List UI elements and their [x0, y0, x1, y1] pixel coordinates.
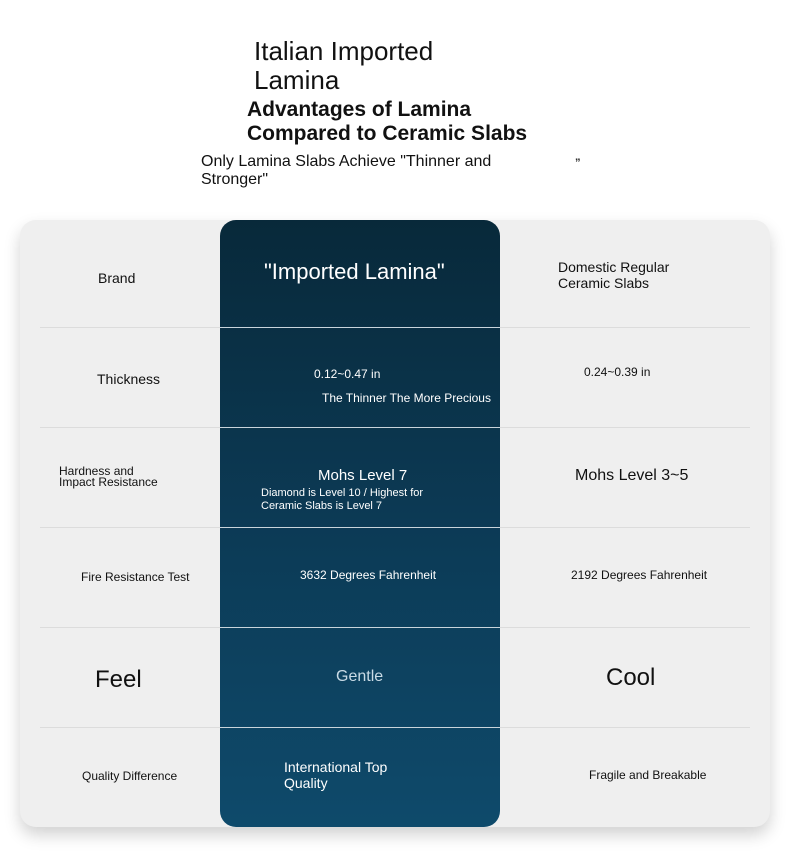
row-divider	[40, 427, 220, 428]
row-divider	[220, 427, 500, 428]
row-divider	[220, 527, 500, 528]
lamina-brand-value: "Imported Lamina"	[264, 259, 445, 284]
hardness-note-line-1: Diamond is Level 10 / Highest for	[261, 487, 424, 499]
lamina-quality-line-1: International Top	[284, 759, 388, 775]
subtitle-line-1: Only Lamina Slabs Achieve "Thinner and	[201, 153, 492, 170]
row-divider	[500, 527, 750, 528]
heading-line-2: Compared to Ceramic Slabs	[247, 122, 528, 145]
row-divider	[500, 427, 750, 428]
hardness-label-line-1: Hardness and	[59, 464, 134, 478]
row-divider	[40, 527, 220, 528]
lamina-fire-value: 3632 Degrees Fahrenheit	[300, 568, 437, 582]
lamina-hardness-value: Mohs Level 7	[318, 467, 408, 484]
ceramic-thickness-value: 0.24~0.39 in	[584, 365, 651, 379]
title-line-1: Italian Imported	[254, 36, 434, 66]
row-label-feel: Feel	[95, 666, 142, 693]
lamina-thickness-value: 0.12~0.47 in	[314, 367, 381, 381]
lamina-quality-line-2: Quality	[284, 775, 328, 791]
hardness-label-line-2: Impact Resistance	[59, 475, 158, 489]
row-divider	[500, 627, 750, 628]
row-label-hardness	[59, 466, 158, 488]
row-divider	[220, 627, 500, 628]
row-label-quality: Quality Difference	[82, 769, 178, 783]
heading-line-1: Advantages of Lamina	[247, 98, 472, 121]
row-divider	[500, 727, 750, 728]
ceramic-feel-value: Cool	[606, 664, 656, 691]
page-title	[254, 37, 484, 95]
title-line-2: Lamina	[254, 65, 340, 95]
row-divider	[40, 327, 220, 328]
row-label-fire-resistance: Fire Resistance Test	[81, 570, 190, 584]
ceramic-brand-line-1: Domestic Regular	[558, 259, 670, 275]
row-divider	[220, 327, 500, 328]
lamina-hardness-note	[261, 487, 423, 513]
ceramic-quality-value: Fragile and Breakable	[589, 768, 707, 782]
row-label-brand: Brand	[98, 270, 136, 286]
quote-mark-glyph: ”	[575, 157, 581, 169]
row-divider	[220, 727, 500, 728]
lamina-thickness-note: The Thinner The More Precious	[322, 391, 491, 405]
page-heading	[247, 98, 547, 146]
ceramic-hardness-value: Mohs Level 3~5	[575, 467, 689, 484]
lamina-column-highlight	[220, 220, 500, 827]
row-label-thickness: Thickness	[97, 371, 161, 387]
subtitle-line-2: Stronger"	[201, 171, 269, 188]
hardness-note-line-2: Ceramic Slabs is Level 7	[261, 500, 383, 512]
row-divider	[500, 327, 750, 328]
page-subtitle	[201, 153, 531, 189]
ceramic-brand-value	[558, 259, 669, 291]
lamina-feel-value: Gentle	[336, 668, 384, 685]
row-divider	[40, 727, 220, 728]
lamina-quality-value	[284, 759, 387, 791]
ceramic-brand-line-2: Ceramic Slabs	[558, 275, 650, 291]
ceramic-fire-value: 2192 Degrees Fahrenheit	[571, 568, 708, 582]
row-divider	[40, 627, 220, 628]
